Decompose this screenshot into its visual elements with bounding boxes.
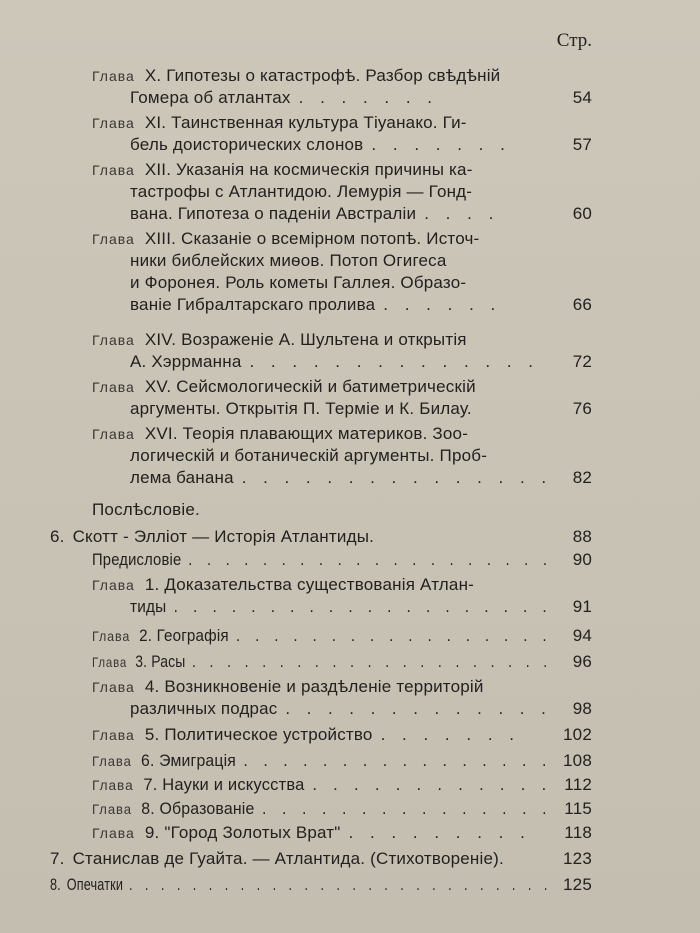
toc-line: [0, 250, 700, 272]
page-number: 82: [572, 468, 592, 487]
toc-line: [0, 398, 700, 420]
toc-line: [0, 376, 700, 398]
chapter-label: Глава: [92, 115, 135, 131]
chapter-label: Глава: [92, 825, 135, 841]
toc-line: [0, 848, 700, 870]
toc-item-number: 8.: [50, 875, 61, 894]
toc-line: [0, 651, 700, 673]
leader-dots: . . . . . . .: [298, 88, 439, 107]
leader-dots: . . . . . . .: [371, 135, 511, 154]
toc-title-text: Послѣсловiе.: [92, 500, 200, 519]
toc-line: [0, 351, 700, 373]
page-number: 90: [572, 550, 592, 569]
toc-line: [0, 445, 700, 467]
chapter-label: Глава: [92, 679, 135, 695]
toc-title-text: 2. Географiя: [139, 626, 229, 645]
toc-item-number: 7.: [50, 849, 65, 868]
toc-title-text: Гомера об атлантах: [130, 88, 291, 107]
toc-line: [0, 87, 700, 109]
page-number: 94: [572, 626, 592, 645]
toc-title-text: Скотт - Эллiот — Исторiя Атлантиды.: [72, 527, 375, 546]
leader-dots: . . . . . . .: [380, 725, 520, 744]
chapter-label: Глава: [92, 753, 132, 769]
page-number: 88: [572, 527, 592, 546]
leader-dots: . . . . . . . . . . . . . . . . . . . . .: [191, 652, 553, 671]
page-number: 76: [572, 399, 592, 418]
page-number: 91: [572, 597, 592, 616]
chapter-label: Глава: [92, 628, 131, 644]
toc-title-text: логическiй и ботаническiй аргументы. Проб-: [130, 446, 488, 465]
page-number: 96: [572, 652, 592, 671]
leader-dots: . . . .: [424, 204, 500, 223]
toc-line: [0, 159, 700, 181]
toc-line: [0, 574, 700, 596]
toc-line: [0, 526, 700, 548]
toc-title-text: XIV. Возраженiе А. Шультена и открытiя: [144, 330, 467, 349]
toc-line: [0, 822, 700, 844]
leader-dots: . . . . . . . . . . . . . .: [249, 352, 540, 371]
chapter-label: Глава: [92, 379, 135, 395]
toc-line: [0, 698, 700, 720]
toc-title-text: Станислав де Гуайта. — Атлантида. (Стихотворенiе).: [72, 849, 504, 868]
page-number: 125: [563, 875, 592, 894]
toc-title-text: ники библейских миѳов. Потоп Огигеса: [130, 251, 447, 270]
page-number: 123: [563, 849, 592, 868]
page-column-header: Стр.: [556, 30, 592, 51]
toc-title-text: тиды: [130, 597, 167, 616]
toc-title-text: XVI. Теорiя плавающих материков. Зоо-: [144, 424, 469, 443]
toc-title-text: X. Гипотезы о катастрофѣ. Разбор свѣдѣнiй: [144, 66, 501, 85]
toc-line: [0, 228, 700, 250]
toc-title-text: 3. Расы: [135, 652, 186, 671]
chapter-label: Глава: [92, 577, 135, 593]
toc-line: [0, 724, 700, 746]
toc-title-text: 7. Науки и искусства: [143, 775, 305, 794]
toc-line: [0, 467, 700, 489]
toc-title-text: XIII. Сказанiе о всемiрном потопѣ. Источ-: [144, 229, 480, 248]
chapter-label: Глава: [92, 162, 135, 178]
page-number: 108: [563, 751, 592, 770]
toc-title-text: XV. Сейсмологическiй и батиметрическiй: [144, 377, 476, 396]
leader-dots: . . . . . .: [383, 295, 502, 314]
toc-title-text: 5. Политическое устройство: [144, 725, 373, 744]
page-number: 112: [564, 775, 592, 794]
toc-title-text: и Форонея. Роль кометы Галлея. Образо-: [130, 273, 467, 292]
toc-title-text: 1. Доказательства существованiя Атлан-: [144, 575, 475, 594]
toc-line: [0, 549, 700, 571]
toc-line: [0, 798, 700, 820]
page-number: 72: [572, 352, 592, 371]
toc-title-text: XI. Таинственная культура Тiуанако. Ги-: [144, 113, 467, 132]
toc-line: [0, 329, 700, 351]
leader-dots: . . . . . . . . . . . . . . . . .: [235, 626, 552, 645]
chapter-label: Глава: [92, 777, 134, 793]
chapter-label: Глава: [92, 231, 135, 247]
toc-title-text: А. Хэррманна: [130, 352, 242, 371]
toc-line: [0, 774, 700, 796]
page-number: 102: [563, 725, 592, 744]
page-number: 60: [572, 204, 592, 223]
toc-line: [0, 625, 700, 647]
leader-dots: . . . . . . . . . . . . . . . . . . . . . . . . . . .: [128, 875, 552, 894]
toc-title-text: Предисловiе: [92, 550, 182, 569]
chapter-label: Глава: [92, 68, 135, 84]
toc-line: [0, 203, 700, 225]
toc-title-text: 4. Возникновенiе и раздѣленiе территорiй: [144, 677, 484, 696]
toc-line: [0, 499, 700, 521]
toc-line: [0, 181, 700, 203]
leader-dots: . . . . . . . . . . . . . . . . . . . .: [173, 597, 553, 616]
toc-line: [0, 676, 700, 698]
leader-dots: . . . . . . . . . . . .: [312, 775, 553, 794]
toc-title-text: ванiе Гибралтарскаго пролива: [130, 295, 376, 314]
toc-title-text: вана. Гипотеза о паденiи Австралiи: [130, 204, 417, 223]
toc-line: [0, 423, 700, 445]
toc-title-text: аргументы. Открытiя П. Термiе и К. Билау.: [130, 399, 472, 418]
leader-dots: . . . . . . . . . . . . .: [285, 699, 552, 718]
chapter-label: Глава: [92, 332, 135, 348]
toc-line: [0, 294, 700, 316]
toc-line: [0, 65, 700, 87]
page-number: 118: [564, 823, 592, 842]
toc-line: [0, 750, 700, 772]
toc-line: [0, 272, 700, 294]
leader-dots: . . . . . . . . . . . . . . . .: [243, 751, 552, 770]
chapter-label: Глава: [92, 727, 135, 743]
leader-dots: . . . . . . . . .: [348, 823, 531, 842]
toc-title-text: тастрофы с Атлантидою. Лемурiя — Гонд-: [130, 182, 473, 201]
toc-title-text: 6. Эмиграцiя: [141, 751, 236, 770]
toc-item-number: 6.: [50, 527, 65, 546]
chapter-label: Глава: [92, 426, 135, 442]
leader-dots: . . . . . . . . . . . . . . .: [241, 468, 553, 487]
chapter-label: Глава: [92, 654, 128, 670]
page-number: 98: [572, 699, 592, 718]
toc-title-text: различных подрас: [130, 699, 278, 718]
toc-title-text: 9. "Город Золотых Врат": [144, 823, 341, 842]
page-number: 66: [572, 295, 592, 314]
chapter-label: Глава: [92, 801, 132, 817]
page-number: 115: [564, 799, 592, 818]
page-number: 57: [572, 135, 592, 154]
toc-title-text: XII. Указанiя на космическiя причины ка-: [144, 160, 473, 179]
page-number: 54: [572, 88, 592, 107]
toc-title-text: Опечатки: [66, 875, 124, 894]
toc-line: [0, 596, 700, 618]
toc-line: [0, 112, 700, 134]
leader-dots: . . . . . . . . . . . . . . . . . . . .: [188, 550, 553, 569]
toc-title-text: бель доисторических слонов: [130, 135, 364, 154]
toc-line: [0, 134, 700, 156]
toc-line: [0, 874, 700, 896]
toc-title-text: 8. Образованiе: [141, 799, 255, 818]
leader-dots: . . . . . . . . . . . . . . .: [261, 799, 553, 818]
toc-title-text: лема банана: [130, 468, 234, 487]
